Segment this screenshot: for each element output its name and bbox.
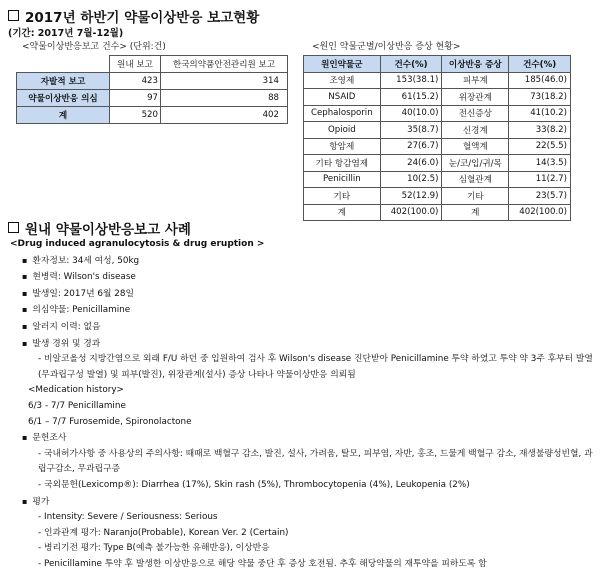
column-header: 이상반응 증상: [442, 56, 509, 73]
report-status-title: [8, 6, 259, 26]
table-row: [17, 73, 288, 90]
column-header: 원내 보고: [110, 56, 161, 73]
table-cell: 314: [161, 73, 288, 90]
table-cell: 22(5.5): [509, 138, 571, 155]
evaluation-label: ▪ 평가: [10, 494, 595, 511]
column-header: 원인약물군: [304, 56, 381, 73]
table-cell: 402: [161, 107, 288, 124]
table-header-row: [17, 56, 288, 73]
table-row: [304, 171, 571, 188]
onset-date: ▪ 발생일: 2017년 6월 28일: [10, 286, 595, 303]
evaluation-item: - Intensity: Severe / Seriousness: Serious: [38, 512, 218, 523]
table-cell: 61(15.2): [380, 89, 442, 106]
table-row: [17, 107, 288, 124]
table-cell: 52(12.9): [380, 188, 442, 205]
table-cell: 14(3.5): [509, 155, 571, 172]
checkbox-square-icon: [8, 222, 19, 233]
table-corner: [17, 56, 110, 73]
row-header: 자발적 보고: [17, 73, 110, 90]
table-cell: 35(8.7): [380, 122, 442, 139]
course-text: - 비알코올성 지방간염으로 외래 F/U 하던 중 입원하여 검사 후 Wilson's disease 진단받아 Penicillamine 투약 하였고 투약 약 3주 후부터 발열(무과립구성 발열) 및 피부(발진), 위장관계(설사) 증상 나타나 약물이상반응 의뢰됨: [38, 354, 593, 380]
table-cell: 기타: [304, 188, 381, 205]
table-cell: 위장관계: [442, 89, 509, 106]
case-subtitle: <Drug induced agranulocytosis & drug eruption >: [10, 239, 265, 249]
literature-domestic: - 국내허가사항 중 사용상의 주의사항: 때때로 백혈구 감소, 발진, 설사, 가려움, 탈모, 피부염, 자반, 홍조, 드물게 백혈구 감소, 재생불량성빈혈, 과립구감소, 무과립구증: [38, 448, 593, 475]
table-cell: 혈액계: [442, 138, 509, 155]
case-section-title: [8, 218, 191, 238]
table-cell: 97: [110, 90, 161, 107]
suspect-drug: ▪ 의심약물: Penicillamine: [10, 302, 595, 319]
patient-info: ▪ 환자정보: 34세 여성, 50kg: [10, 253, 595, 270]
table-cell: 33(8.2): [509, 122, 571, 139]
table-cell: 153(38.1): [380, 72, 442, 89]
table-cell: 27(6.7): [380, 138, 442, 155]
column-header: 건수(%): [509, 56, 571, 73]
table-cell: 73(18.2): [509, 89, 571, 106]
literature-foreign: - 국외문헌(Lexicomp®): Diarrhea (17%), Skin rash (5%), Thrombocytopenia (4%), Leukopenia (2%): [38, 479, 470, 490]
evaluation-item: - Penicillamine 투약 후 발생한 이상반응으로 해당 약물 중단 후 증상 호전됨. 추후 해당약물의 재투약을 피하도록 함: [38, 558, 487, 569]
report-count-table: [16, 55, 288, 124]
table-row: [304, 72, 571, 89]
table-cell: 24(6.0): [380, 155, 442, 172]
table-row: [304, 204, 571, 221]
table-cell: 계: [442, 204, 509, 221]
allergy-history: ▪ 알러지 이력: 없음: [10, 319, 595, 336]
table-cell: 눈/코/입/귀/목: [442, 155, 509, 172]
table-cell: 심혈관계: [442, 171, 509, 188]
table-cell: Penicillin: [304, 171, 381, 188]
medication-history-item: 6/3 - 7/7 Penicillamine: [28, 400, 126, 411]
table-header-row: [304, 56, 571, 73]
table-row: [304, 138, 571, 155]
table-row: [304, 188, 571, 205]
table-cell: 10(2.5): [380, 171, 442, 188]
row-header: 계: [17, 107, 110, 124]
table-cell: 40(10.0): [380, 105, 442, 122]
case-report: [10, 237, 595, 572]
table-cell: 185(46.0): [509, 72, 571, 89]
report-period: (기간: 2017년 7월-12월): [8, 28, 124, 39]
table-cell: Opioid: [304, 122, 381, 139]
literature-label: ▪ 문헌조사: [10, 430, 595, 447]
row-header: 약물이상반응 의심: [17, 90, 110, 107]
case-title-text: 원내 약물이상반응보고 사례: [25, 222, 191, 238]
evaluation-item: - 인과관계 평가: Naranjo(Probable), Korean Ver. 2 (Certain): [38, 527, 289, 538]
table-cell: 항암제: [304, 138, 381, 155]
report-status-title-text: 2017년 하반기 약물이상반응 보고현황: [25, 10, 260, 26]
column-header: 한국의약품안전관리원 보고: [161, 56, 288, 73]
table-cell: 41(10.2): [509, 105, 571, 122]
table-cell: NSAID: [304, 89, 381, 106]
table-cell: 23(5.7): [509, 188, 571, 205]
checkbox-square-icon: [8, 10, 19, 21]
table-cell: 전신증상: [442, 105, 509, 122]
current-illness: ▪ 현병력: Wilson's disease: [10, 269, 595, 286]
column-header: 건수(%): [380, 56, 442, 73]
table2-caption: <원인 약물군별/이상반응 증상 현황>: [312, 42, 461, 52]
table-cell: 기타 항감염제: [304, 155, 381, 172]
table-cell: 11(2.7): [509, 171, 571, 188]
table-cell: 조영제: [304, 72, 381, 89]
table-row: [304, 105, 571, 122]
table-cell: 신경계: [442, 122, 509, 139]
table-cell: 402(100.0): [509, 204, 571, 221]
table-cell: 402(100.0): [380, 204, 442, 221]
course-label: ▪ 발생 경위 및 경과: [10, 336, 595, 353]
table-row: [304, 89, 571, 106]
table-cell: Cephalosporin: [304, 105, 381, 122]
medication-history-label: <Medication history>: [28, 385, 124, 396]
table-cell: 520: [110, 107, 161, 124]
table-cell: 423: [110, 73, 161, 90]
medication-history-item: 6/1 – 7/7 Furosemide, Spironolactone: [28, 416, 192, 427]
table-cell: 기타: [442, 188, 509, 205]
drug-class-symptom-table: [303, 55, 571, 221]
table-row: [304, 122, 571, 139]
table-cell: 계: [304, 204, 381, 221]
table-cell: 88: [161, 90, 288, 107]
table-row: [304, 155, 571, 172]
table-row: [17, 90, 288, 107]
evaluation-item: - 병리기전 평가: Type B(예측 불가능한 유해반응), 이상반응: [38, 543, 270, 554]
table1-caption: <약물이상반응보고 건수> (단위:건): [22, 42, 166, 52]
table-cell: 피부계: [442, 72, 509, 89]
